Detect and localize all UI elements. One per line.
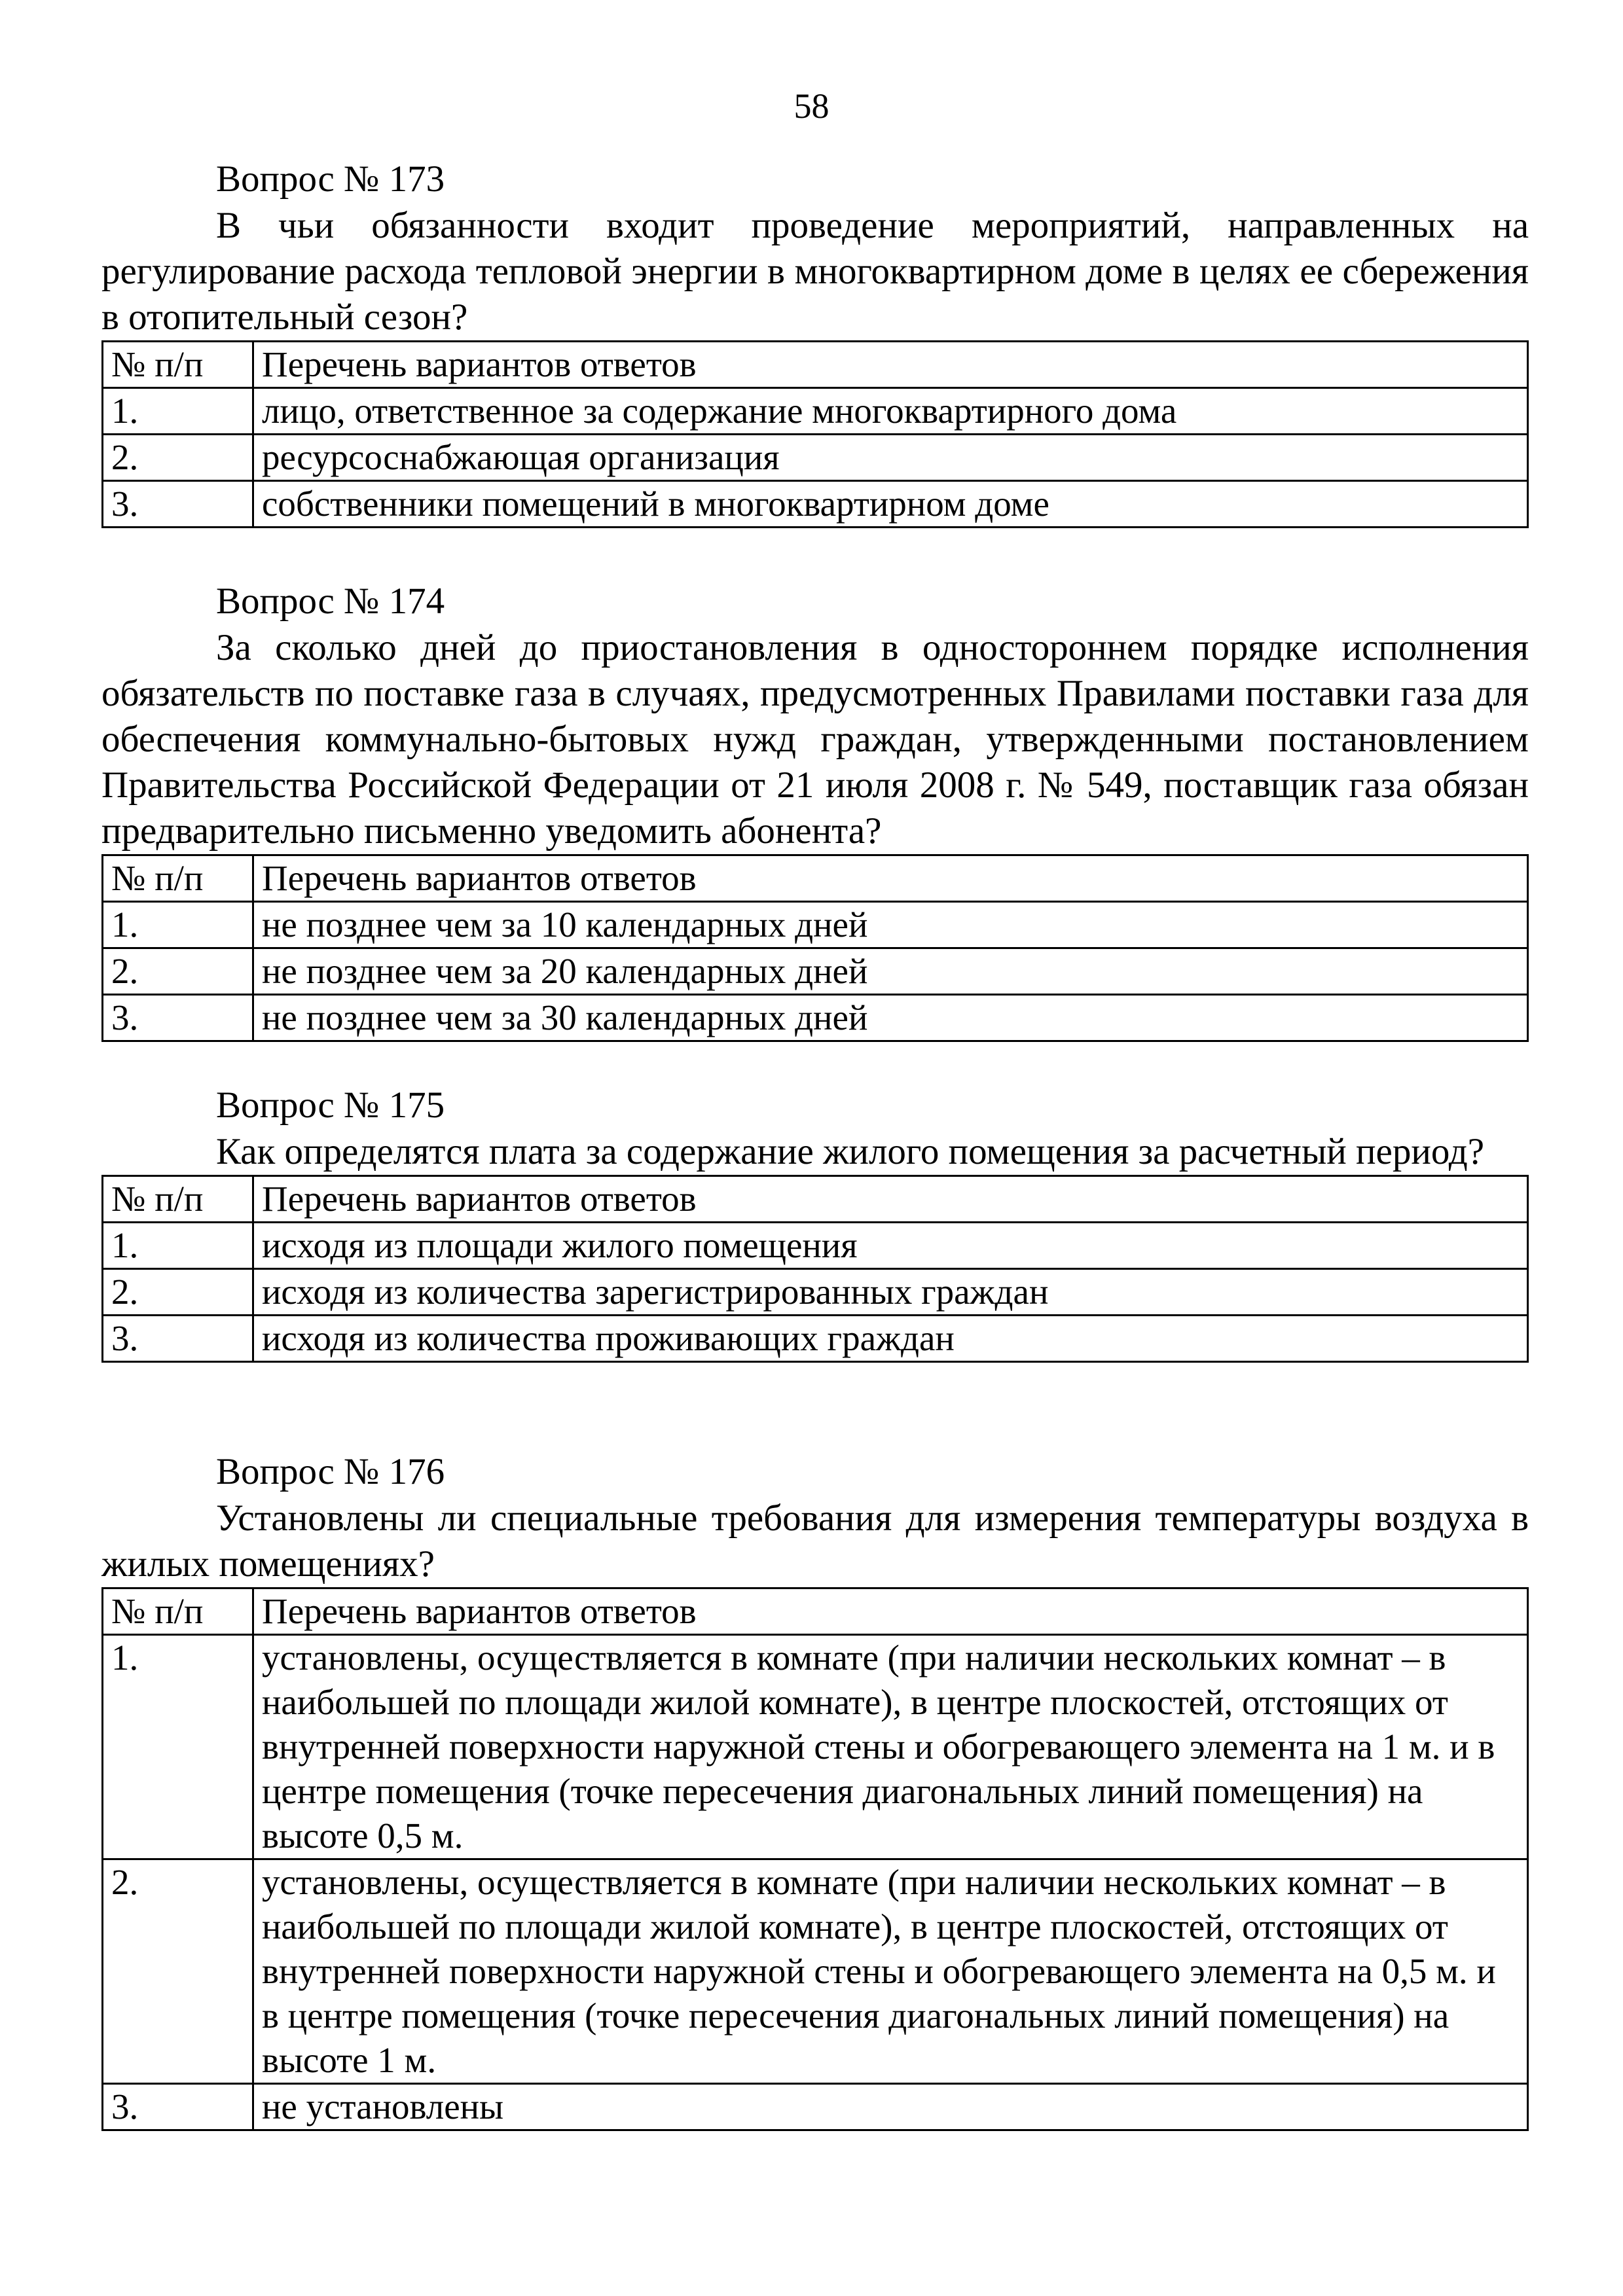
- header-num: № п/п: [103, 1588, 253, 1635]
- answer-num: 2.: [103, 1269, 253, 1316]
- answer-text: не установлены: [253, 2084, 1528, 2130]
- answer-num: 1.: [103, 902, 253, 948]
- answer-text: лицо, ответственное за содержание многоквартирного дома: [253, 388, 1528, 435]
- answer-num: 1.: [103, 1635, 253, 1859]
- answer-text: не позднее чем за 10 календарных дней: [253, 902, 1528, 948]
- table-row: [103, 435, 1528, 481]
- question-176: [101, 1450, 1529, 2131]
- question-text: За сколько дней до приостановления в одностороннем порядке исполнения обязательств по поставке газа в случаях, предусмотренных Правилами поставки газа для обеспечения коммунально-бытовых нужд граждан, утвержденными постановлением Правительства Российской Федерации от 21 июля 2008 г. № 549, поставщик газа обязан предварительно письменно уведомить абонента?: [101, 627, 1529, 852]
- answer-text: собственники помещений в многоквартирном доме: [253, 481, 1528, 528]
- question-text: Установлены ли специальные требования для измерения температуры воздуха в жилых помещениях?: [101, 1498, 1529, 1585]
- table-row: [103, 1223, 1528, 1269]
- table-row: [103, 1859, 1528, 2084]
- question-title: Вопрос № 175: [216, 1085, 445, 1126]
- answer-text: установлены, осуществляется в комнате (при наличии нескольких комнат – в наибольшей по площади жилой комнате), в центре плоскостей, отстоящих от внутренней поверхности наружной стены и обогревающего элемента на 0,5 м. и в центре помещения (точке пересечения диагональных линий помещения) на высоте 1 м.: [253, 1859, 1528, 2084]
- answer-text: не позднее чем за 20 календарных дней: [253, 948, 1528, 995]
- header-text: Перечень вариантов ответов: [253, 342, 1528, 388]
- answer-num: 1.: [103, 1223, 253, 1269]
- header-text: Перечень вариантов ответов: [253, 1176, 1528, 1223]
- question-title: Вопрос № 173: [216, 158, 445, 200]
- header-text: Перечень вариантов ответов: [253, 1588, 1528, 1635]
- page-number: 58: [793, 86, 830, 126]
- header-text: Перечень вариантов ответов: [253, 855, 1528, 902]
- table-row: [103, 388, 1528, 435]
- table-row: [103, 948, 1528, 995]
- answer-num: 3.: [103, 995, 253, 1041]
- answers-table: [101, 1587, 1529, 2131]
- answer-text: не позднее чем за 30 календарных дней: [253, 995, 1528, 1041]
- question-175: [101, 1083, 1529, 1363]
- question-174: [101, 579, 1529, 1042]
- table-row: [103, 481, 1528, 528]
- table-header-row: [103, 1588, 1528, 1635]
- answer-text: исходя из площади жилого помещения: [253, 1223, 1528, 1269]
- question-title: Вопрос № 174: [216, 581, 445, 622]
- answers-table: [101, 854, 1529, 1042]
- table-row: [103, 1269, 1528, 1316]
- table-row: [103, 2084, 1528, 2130]
- answers-table: [101, 340, 1529, 528]
- answer-num: 2.: [103, 435, 253, 481]
- question-title: Вопрос № 176: [216, 1451, 445, 1492]
- question-173: [101, 157, 1529, 528]
- answer-num: 3.: [103, 481, 253, 528]
- question-text: В чьи обязанности входит проведение мероприятий, направленных на регулирование расхода тепловой энергии в многоквартирном доме в целях ее сбережения в отопительный сезон?: [101, 205, 1529, 338]
- header-num: № п/п: [103, 855, 253, 902]
- answer-num: 2.: [103, 1859, 253, 2084]
- answer-text: установлены, осуществляется в комнате (при наличии нескольких комнат – в наибольшей по площади жилой комнате), в центре плоскостей, отстоящих от внутренней поверхности наружной стены и обогревающего элемента на 1 м. и в центре помещения (точке пересечения диагональных линий помещения) на высоте 0,5 м.: [253, 1635, 1528, 1859]
- answers-table: [101, 1175, 1529, 1363]
- answer-num: 2.: [103, 948, 253, 995]
- answer-num: 3.: [103, 2084, 253, 2130]
- table-row: [103, 902, 1528, 948]
- answer-num: 3.: [103, 1316, 253, 1362]
- answer-text: исходя из количества проживающих граждан: [253, 1316, 1528, 1362]
- table-row: [103, 1316, 1528, 1362]
- table-row: [103, 1635, 1528, 1859]
- table-row: [103, 995, 1528, 1041]
- header-num: № п/п: [103, 1176, 253, 1223]
- table-header-row: [103, 855, 1528, 902]
- header-num: № п/п: [103, 342, 253, 388]
- table-header-row: [103, 342, 1528, 388]
- table-header-row: [103, 1176, 1528, 1223]
- answer-num: 1.: [103, 388, 253, 435]
- answer-text: ресурсоснабжающая организация: [253, 435, 1528, 481]
- question-text: Как определятся плата за содержание жилого помещения за расчетный период?: [216, 1131, 1484, 1172]
- answer-text: исходя из количества зарегистрированных граждан: [253, 1269, 1528, 1316]
